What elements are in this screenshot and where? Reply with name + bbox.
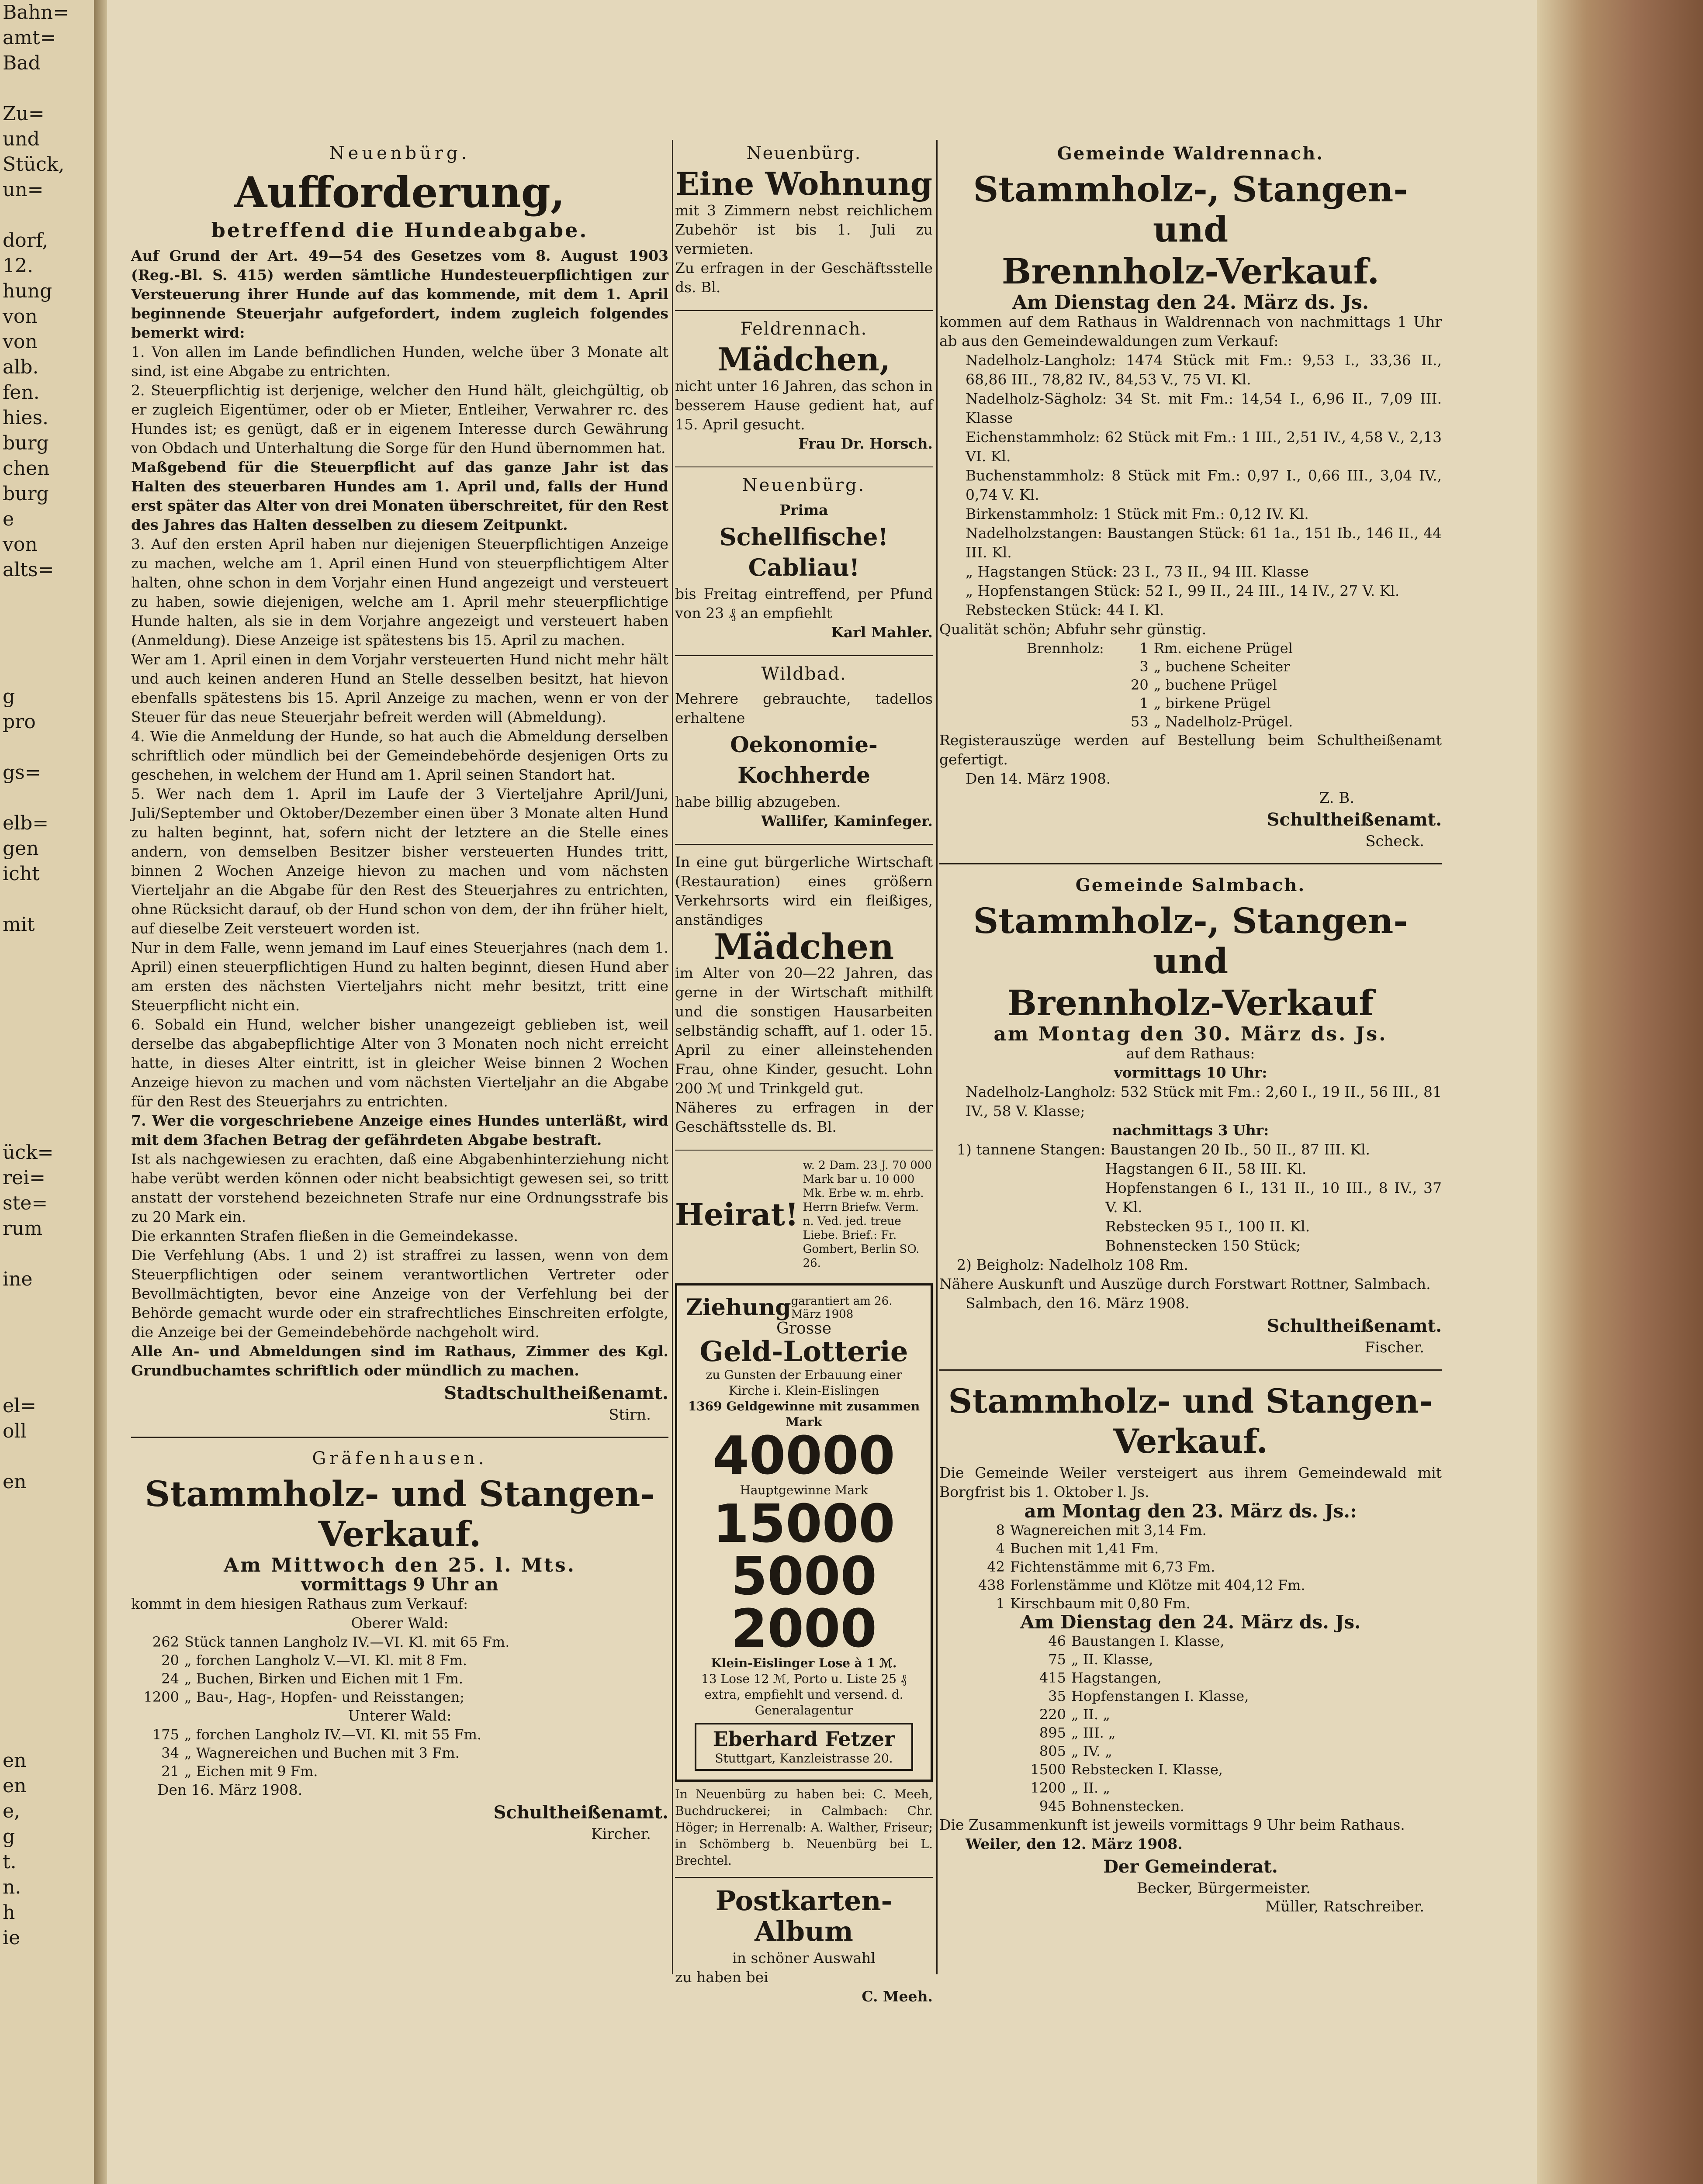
previous-page-fragment [0, 583, 94, 608]
previous-page-fragment: e [3, 508, 14, 530]
previous-page-fragment: Stück, [3, 153, 65, 176]
notice-para: 4. Wie die Anmeldung der Hunde, so hat auch die Abmeldung derselben schriftlich oder mündlich bei der Gemeindebehörde desjenigen Orts zu geschehen, in welchem der Hund am 1. April seinen Standort hat. [131, 728, 668, 783]
previous-page-fragment [0, 76, 94, 101]
previous-page-fragment: hung [3, 280, 52, 302]
notice-para: Alle An- und Abmeldungen sind im Rathaus, Zimmer des Kgl. Grundbuchamtes schriftlich oder mündlich zu machen. [131, 1343, 668, 1379]
place-name: Wildbad. [761, 664, 847, 684]
previous-page-fragment: g [3, 1825, 15, 1848]
previous-page-fragment: fen. [3, 381, 40, 404]
place-name: Gemeinde Salmbach. [1075, 875, 1306, 895]
notice-para: Nur in dem Falle, wenn jemand im Lauf eines Steuerjahres (nach dem 1. April) einen steuerpflichtigen Hund zu halten beginnt, diesen Hund aber am ersten des nächsten Vierteljahrs nicht mehr besitzt, tritt eine Steuerpflicht nicht ein. [131, 939, 668, 1014]
table-row: 34 „ Wagnereichen und Buchen mit 3 Fm. [161, 1745, 460, 1761]
previous-page-fragment [0, 633, 94, 659]
column-left [131, 140, 668, 1856]
previous-page-fragment [0, 1697, 94, 1723]
previous-page-fragment: pro [3, 711, 36, 733]
ad-postcard-album [675, 1886, 933, 2006]
previous-page-fragment: rum [3, 1217, 43, 1240]
signature-name: Fischer. [1364, 1339, 1424, 1356]
lottery-haupt: Hauptgewinne Mark [740, 1483, 868, 1497]
page-gutter [94, 0, 107, 2184]
notice-para: Die erkannten Strafen fließen in die Gemeindekasse. [131, 1227, 518, 1244]
place-name: Neuenbürg. [329, 143, 471, 163]
ad-title: Brennholz-Verkauf. [1001, 251, 1380, 292]
previous-page-fragment: el= [3, 1395, 36, 1417]
ad-title: Postkarten-Album [715, 1885, 893, 1947]
previous-page-fragment: dorf, [3, 229, 48, 252]
place-name: Neuenbürg. [746, 143, 862, 163]
timber-sale-weiler [939, 1381, 1442, 1915]
notice-para: 6. Sobald ein Hund, welcher bisher unangezeigt geblieben ist, weil derselbe das abgabepflichtige Alter von 3 Monaten noch nicht erreicht hatte, in dieses Alter eintritt, ist in gleicher Weise binnen 2 Wochen Anzeige hievon zu machen und vom nächsten Vierteljahr an die Abgabe für den Rest des Steuerjahrs zu entrichten. [131, 1016, 668, 1110]
previous-page-fragment [0, 1444, 94, 1469]
book-edge [1537, 0, 1703, 2184]
ad-text: w. 2 Dam. 23 J. 70 000 Mark bar u. 10 000 Mk. Erbe w. m. ehrb. Herrn Briefw. Verm. n. Ved. jed. treue Liebe. Brief.: Fr. Gombert, Berlin SO. 26. [803, 1159, 932, 1270]
column-middle [675, 140, 933, 2019]
previous-page-fragment: von [3, 331, 38, 353]
previous-page-fragment: Bad [3, 52, 41, 74]
table-row: 21 „ Eichen mit 9 Fm. [161, 1763, 318, 1780]
table-row: 262 Stück tannen Langholz IV.—VI. Kl. mit 65 Fm. [152, 1634, 510, 1650]
previous-page-fragment: h [3, 1901, 15, 1924]
section-heading: Unterer Wald: [348, 1707, 452, 1724]
notice-para: Die Verfehlung (Abs. 1 und 2) ist straffrei zu lassen, wenn von dem Steuerpflichtigen oder seinem verantwortlichen Vertreter oder Bevollmächtigten, bevor eine Anzeige von der Verfehlung bei der Behörde gemacht wurde oder ein strafrechtliches Einschreiten erfolgte, die Anzeige bei der Gemeindebehörde nachgeholt wird. [131, 1247, 668, 1341]
ad-text: In eine gut bürgerliche Wirtschaft (Restauration) eines größern Verkehrsorts wird ein fleißiges, anständiges [675, 854, 933, 928]
previous-page-fragment: t. [3, 1851, 17, 1873]
sale-date: Am Dienstag den 24. März ds. Js. [1020, 1611, 1361, 1633]
ad-text: mit 3 Zimmern nebst reichlichem Zubehör ist bis 1. Juli zu vermieten. [675, 202, 933, 257]
previous-page-fragment [0, 1039, 94, 1064]
previous-page-fragment: burg [3, 432, 49, 454]
divider [939, 863, 1442, 864]
table-row: 1500 Rebstecken I. Klasse, [1030, 1761, 1223, 1778]
previous-page-fragment: rei= [3, 1167, 46, 1189]
signature-name: Kircher. [591, 1825, 651, 1843]
timber-sale-graefenhausen [131, 1448, 668, 1843]
notice-para: Wer am 1. April einen in dem Vorjahr versteuerten Hund nicht mehr hält und auch keinen anderen Hund an Stelle desselben besitzt, hat hievon ebenfalls spätestens bis 15. April Anzeige zu machen, wenn er von der Steuer für das neue Steuerjahr befreit werden will (Abmeldung). [131, 651, 668, 726]
table-row: 42 Fichtenstämme mit 6,73 Fm. [987, 1559, 1215, 1575]
previous-page-fragment: alts= [3, 559, 54, 581]
previous-page-fragment [0, 203, 94, 228]
ad-marriage [675, 1158, 933, 1270]
notice-dog-tax [131, 143, 668, 1424]
previous-page-fragment: g [3, 685, 15, 708]
lot-item: Birkenstammholz: 1 Stück mit Fm.: 0,12 IV. Kl. [966, 505, 1309, 522]
sale-intro: Die Gemeinde Weiler versteigert aus ihrem Gemeindewald mit Borgfrist bis 1. Oktober l. Js. [939, 1464, 1442, 1500]
ad-signature: C. Meeh. [862, 1988, 933, 2005]
column-right [939, 140, 1442, 1928]
table-row: 24 „ Buchen, Birken und Eichen mit 1 Fm. [161, 1670, 464, 1687]
place-name: Gemeinde Waldrennach. [1057, 143, 1324, 164]
lot-item: Nadelholz-Langholz: 1474 Stück mit Fm.: 9,53 I., 33,36 II., 68,86 III., 78,82 IV., 84,53 V., 75 VI. Kl. [966, 352, 1442, 388]
divider [131, 1437, 668, 1438]
ad-text: im Alter von 20—22 Jahren, das gerne in der Wirtschaft mithilft und die sonstigen Hausarbeiten selbständig schafft, auf 1. oder 15. April zu einer alleinstehenden Frau, ohne Kinder, gesucht. Lohn 200 ℳ und Trinkgeld gut. [675, 964, 933, 1097]
previous-page-fragment: von [3, 305, 38, 328]
previous-page-fragment: oll [3, 1420, 27, 1442]
previous-page-fragment [0, 1621, 94, 1647]
dateline: Salmbach, den 16. März 1908. [966, 1295, 1190, 1312]
previous-page-fragment: icht [3, 863, 40, 885]
dateline: Den 14. März 1908. [966, 770, 1111, 787]
notice-subtitle: betreffend die Hundeabgabe. [211, 218, 588, 242]
table-row: 8 Wagnereichen mit 3,14 Fm. [996, 1522, 1207, 1538]
column-rule [936, 140, 938, 1974]
previous-page-edge [0, 0, 96, 2184]
signature: Schultheißenamt. [493, 1802, 668, 1823]
lottery-date: garantiert am 26. März 1908 [791, 1295, 893, 1321]
notice-para: 7. Wer die vorgeschriebene Anzeige eines Hundes unterläßt, wird mit dem 3fachen Betrag der gefährdeten Abgabe bestraft. [131, 1112, 668, 1148]
lottery-lose2: 13 Lose 12 ℳ, Porto u. Liste 25 ₰ extra, empfiehlt und versend. d. Generalagentur [701, 1672, 907, 1717]
lot-item: Hopfenstangen 6 I., 131 II., 10 III., 8 IV., 37 V. Kl. [1105, 1179, 1442, 1216]
lottery-ziehung: Ziehung [686, 1294, 791, 1321]
table-row: 53 „ Nadelholz-Prügel. [1131, 713, 1293, 730]
table-row: 415 Hagstangen, [1039, 1669, 1162, 1686]
previous-page-fragment [0, 988, 94, 1013]
ad-title: Stammholz-, Stangen- und [973, 169, 1408, 250]
previous-page-fragment [0, 1368, 94, 1393]
table-row: 1 Kirschbaum mit 0,80 Fm. [996, 1595, 1191, 1612]
lottery-count: 1369 [688, 1399, 722, 1413]
previous-page-fragment: ine [3, 1268, 33, 1290]
ad-title: Schellfische! Cabliau! [719, 523, 889, 581]
lots-table-c1 [966, 1521, 1311, 1613]
table-row: 4 Buchen mit 1,41 Fm. [996, 1540, 1159, 1557]
previous-page-fragment [0, 1571, 94, 1596]
table-row: 945 Bohnenstecken. [1039, 1798, 1184, 1814]
previous-page-fragment [0, 1241, 94, 1267]
ad-text: nicht unter 16 Jahren, das schon in besserem Hause gedient hat, auf 15. April gesucht. [675, 377, 933, 433]
ad-text: Mehrere gebrauchte, tadellos erhaltene [675, 690, 933, 726]
signature-zb: Z. B. [1319, 789, 1354, 807]
signature: Schultheißenamt. [1267, 809, 1442, 830]
table-row: 20 „ buchene Prügel [1131, 677, 1277, 693]
signature-name: Becker, Bürgermeister. [1136, 1880, 1311, 1897]
sale-intro: kommen auf dem Rathaus in Waldrennach von nachmittags 1 Uhr ab aus den Gemeindewaldungen zum Verkauf: [939, 313, 1442, 349]
ad-stoves [675, 664, 933, 831]
table-row: 1 „ birkene Prügel [1139, 695, 1271, 712]
notice-para: 5. Wer nach dem 1. April im Laufe der 3 Vierteljahre April/Juni, Juli/September und Oktober/Dezember einen über 3 Monate alten Hund zu halten beginnt, hat, sofern nicht der letztere an die Stelle eines andern, von demselben Besitzer bisher versteuerten Hundes tritt, binnen 2 Wochen Anzeige hievon zu machen und vom nächsten Vierteljahr an die Abgabe für den Rest des Steuerjahres zu entrichten, ohne Rücksicht darauf, ob der Hund schon von dem, der ihn früher hielt, auf dieselbe Zeit versteuert worden ist. [131, 785, 668, 937]
notice-title: Aufforderung, [234, 168, 565, 217]
previous-page-fragment [0, 963, 94, 988]
timber-sale-waldrennach [939, 143, 1442, 850]
notice-para: 3. Auf den ersten April haben nur diejenigen Steuerpflichtigen Anzeige zu machen, welche am 1. April einen Hund von steuerpflichtigem Alter halten, ohne schon in dem Vorjahr einen Hund angezeigt und versteuert zu haben, sowie diejenigen, welche am 1. April mehr steuerpflichtige Hunde halten, als sie in dem Vorjahre angezeigt und versteuert haben (Anmeldung). Diese Anzeige ist spätestens bis 15. April zu machen. [131, 536, 668, 649]
ad-fish [675, 475, 933, 642]
timber-sale-salmbach [939, 875, 1442, 1356]
sale-time: nachmittags 3 Uhr: [1112, 1122, 1269, 1139]
previous-page-fragment: gs= [3, 761, 41, 784]
divider [675, 310, 933, 311]
previous-page-fragment [0, 1545, 94, 1571]
notice-intro: Auf Grund der Art. 49—54 des Gesetzes vom 8. August 1903 (Reg.-Bl. S. 415) werden sämtliche Hundesteuerpflichtigen zur Versteuerung ihrer Hunde auf das kommende, mit dem 1. April beginnende Steuerjahr aufgefordert, indem zugleich folgendes bemerkt wird: [131, 247, 668, 341]
previous-page-fragment [0, 735, 94, 760]
ad-signature: Wallifer, Kaminfeger. [761, 812, 933, 829]
previous-page-fragment [0, 937, 94, 963]
previous-page-fragment [0, 1089, 94, 1115]
ad-title: Stammholz-, Stangen- und [973, 900, 1408, 981]
lot-item: Hagstangen 6 II., 58 III. Kl. [1105, 1160, 1307, 1177]
table-row: 46 Baustangen I. Klasse, [1048, 1633, 1225, 1649]
previous-page-fragment [0, 1013, 94, 1039]
table-row: 35 Hopfenstangen I. Klasse, [1048, 1688, 1249, 1704]
previous-page-fragment: Bahn= [3, 1, 69, 24]
sale-intro: kommt in dem hiesigen Rathaus zum Verkauf: [131, 1595, 468, 1612]
divider [675, 844, 933, 845]
ad-text: habe billig abzugeben. [675, 793, 841, 810]
ad-text: Näheres zu erfragen in der Geschäftsstelle ds. Bl. [675, 1099, 933, 1135]
notice-para: 2. Steuerpflichtig ist derjenige, welcher den Hund hält, gleichgültig, ob er zugleich Eigentümer, oder ob er Mieter, Entleiher, Verwahrer rc. des Hundes ist; es genügt, daß er in eigenem Interesse durch Gewährung von Obdach und Unterhaltung die Sorge für den Hund übernommen hat. [131, 382, 668, 456]
table-row: 75 „ II. Klasse, [1048, 1651, 1153, 1668]
lots-table-b [140, 1725, 487, 1780]
lottery-purpose: zu Gunsten der Erbauung einer Kirche i. Klein-Eislingen [706, 1368, 902, 1398]
previous-page-fragment: 12. [3, 255, 33, 277]
column-rule [672, 140, 673, 1974]
signature: Der Gemeinderat. [1103, 1856, 1278, 1877]
ad-title: Eine Wohnung [675, 165, 933, 202]
ad-text: in schöner Auswahl [732, 1949, 876, 1966]
previous-page-fragment [0, 1672, 94, 1697]
table-row: 895 „ III. „ [1039, 1724, 1116, 1741]
lottery-agent-address: Stuttgart, Kanzleistrasse 20. [715, 1751, 893, 1766]
lots-table-a [140, 1633, 515, 1706]
sale-time: vormittags 10 Uhr: [1114, 1064, 1267, 1081]
place-name: Feldrennach. [740, 319, 868, 339]
lottery-prize: 5000 [731, 1546, 877, 1607]
previous-page-fragment: n. [3, 1876, 21, 1898]
table-row: Brennholz: 1 Rm. eichene Prügel [1027, 640, 1293, 657]
previous-page-fragments [0, 0, 94, 1951]
lottery-agent: Eberhard Fetzer [713, 1727, 895, 1751]
previous-page-fragment [0, 1647, 94, 1672]
sale-location: auf dem Rathaus: [1126, 1045, 1255, 1062]
sale-date: Am Mittwoch den 25. l. Mts. [224, 1554, 576, 1576]
place-name: Gräfenhausen. [312, 1448, 488, 1469]
lot-item: Eichenstammholz: 62 Stück mit Fm.: 1 III., 2,51 IV., 4,58 V., 2,13 VI. Kl. [966, 429, 1442, 465]
lot-item: „ Hagstangen Stück: 23 I., 73 II., 94 III. Klasse [966, 563, 1309, 580]
divider [675, 1150, 933, 1151]
table-row: 1200 „ Bau-, Hag-, Hopfen- und Reisstangen; [143, 1689, 465, 1705]
ad-apartment [675, 143, 933, 297]
signature-name: Scheck. [1365, 833, 1424, 850]
lot-item: Rebstecken Stück: 44 I. Kl. [966, 601, 1164, 619]
ad-title: Mädchen, [717, 341, 891, 378]
lottery-header [686, 1294, 922, 1321]
lot-item: 1) tannene Stangen: Baustangen 20 Ib., 50 II., 87 III. Kl. [957, 1141, 1371, 1158]
dateline: Weiler, den 12. März 1908. [966, 1835, 1183, 1852]
previous-page-fragment [0, 659, 94, 684]
previous-page-fragment: gen [3, 837, 39, 860]
lottery-prize: 15000 [713, 1494, 895, 1555]
info-note: Nähere Auskunft und Auszüge durch Forstwart Rottner, Salmbach. [939, 1275, 1431, 1292]
signature: Stadtschultheißenamt. [444, 1383, 668, 1403]
previous-page-fragment [0, 1596, 94, 1621]
ad-signature: Frau Dr. Horsch. [798, 435, 933, 452]
ad-title: Stammholz- und Stangen-Verkauf. [145, 1473, 655, 1555]
lots-table-c2 [1027, 1632, 1254, 1815]
previous-page-fragment [0, 1292, 94, 1317]
lottery-total: 40000 [713, 1426, 895, 1486]
previous-page-fragment: en [3, 1775, 27, 1797]
previous-page-fragment: un= [3, 179, 44, 201]
sale-date: Am Dienstag den 24. März ds. Js. [1012, 291, 1369, 314]
table-row: 175 „ forchen Langholz IV.—VI. Kl. mit 55 Fm. [152, 1726, 482, 1743]
table-row: 438 Forlenstämme und Klötze mit 404,12 Fm. [978, 1577, 1305, 1593]
previous-page-fragment: amt= [3, 27, 56, 49]
lottery-count-text: Geldgewinne mit zusammen Mark [726, 1399, 920, 1429]
table-row: 20 „ forchen Langholz V.—VI. Kl. mit 8 Fm. [161, 1652, 467, 1669]
notice-para: Maßgebend für die Steuerpflicht auf das ganze Jahr ist das Halten des steuerbaren Hundes am 1. April und, falls der Hund erst später das Alter von drei Monaten überschreitet, für den Rest des Jahres das Halten desselben zu diesem Zeitpunkt. [131, 459, 668, 533]
lot-item: Rebstecken 95 I., 100 II. Kl. [1105, 1218, 1310, 1235]
lottery-title: Geld-Lotterie [699, 1335, 908, 1368]
ad-text: zu haben bei [675, 1969, 768, 1986]
ad-signature: Karl Mahler. [831, 624, 933, 641]
ad-text: Zu erfragen in der Geschäftsstelle ds. Bl. [675, 259, 933, 296]
previous-page-fragment [0, 785, 94, 811]
ad-pre: Prima [779, 501, 828, 518]
signature: Schultheißenamt. [1267, 1316, 1442, 1336]
previous-page-fragment [0, 1520, 94, 1545]
lot-item: Nadelholz-Langholz: 532 Stück mit Fm.: 2,60 I., 19 II., 56 III., 81 IV., 58 V. Klasse; [966, 1083, 1442, 1120]
ad-title: Oekonomie-Kochherde [730, 732, 878, 788]
previous-page-fragment [0, 887, 94, 912]
signature-name: Stirn. [609, 1406, 651, 1424]
sale-date: am Montag den 30. März ds. Js. [993, 1023, 1388, 1045]
lot-item: Buchenstammholz: 8 Stück mit Fm.: 0,97 I., 0,66 III., 3,04 IV., 0,74 V. Kl. [966, 467, 1442, 503]
lot-item: „ Hopfenstangen Stück: 52 I., 99 II., 24 III., 14 IV., 27 V. Kl. [966, 582, 1400, 599]
previous-page-fragment: alb. [3, 356, 39, 378]
previous-page-fragment: von [3, 533, 38, 556]
lot-item: Bohnenstecken 150 Stück; [1105, 1237, 1301, 1254]
sale-date: am Montag den 23. März ds. Js.: [1024, 1500, 1357, 1522]
ad-maid-feldrennach [675, 319, 933, 453]
divider [675, 1877, 933, 1878]
lot-item: Nadelholz-Sägholz: 34 St. mit Fm.: 14,54 I., 6,96 II., 7,09 III. Klasse [966, 390, 1442, 426]
meeting-note: Die Zusammenkunft ist jeweils vormittags 9 Uhr beim Rathaus. [939, 1816, 1405, 1833]
lottery-agent-box [695, 1723, 913, 1771]
notice-para: Ist als nachgewiesen zu erachten, daß eine Abgabenhinterziehung nicht habe verübt werden können oder nicht beabsichtigt gewesen sei, so tritt anstatt der vorstehend bezeichneten Strafe nur eine Ordnungsstrafe bis zu 20 Mark ein. [131, 1151, 668, 1225]
ad-title: Mädchen [713, 926, 894, 967]
register-note: Registerauszüge werden auf Bestellung beim Schultheißenamt gefertigt. [939, 732, 1442, 768]
notice-para: 1. Von allen im Lande befindlichen Hunden, welche über 3 Monate alt sind, ist eine Abgabe zu entrichten. [131, 343, 668, 380]
previous-page-fragment: e, [3, 1800, 21, 1822]
previous-page-fragment [0, 1723, 94, 1748]
previous-page-fragment: und [3, 128, 40, 150]
previous-page-fragment [0, 1317, 94, 1343]
previous-page-fragment: hies. [3, 407, 49, 429]
ad-title: Heirat! [675, 1196, 799, 1233]
previous-page-fragment: mit [3, 913, 35, 936]
signature-name: Müller, Ratschreiber. [1265, 1898, 1424, 1915]
previous-page-fragment: Zu= [3, 103, 45, 125]
ad-maid-inn [675, 853, 933, 1137]
previous-page-fragment: ie [3, 1927, 21, 1949]
previous-page-fragment [0, 608, 94, 633]
lot-item: Nadelholzstangen: Baustangen Stück: 61 1a., 151 Ib., 146 II., 44 III. Kl. [966, 525, 1442, 561]
lottery-ad [675, 1283, 933, 1782]
lottery-lose: Klein-Eislinger Lose à 1 ℳ. [711, 1656, 897, 1670]
previous-page-fragment: burg [3, 483, 49, 505]
section-heading: Oberer Wald: [351, 1614, 449, 1631]
lottery-prize: 2000 [731, 1599, 877, 1659]
table-row: 3 „ buchene Scheiter [1139, 658, 1290, 675]
previous-page-fragment [0, 1495, 94, 1520]
divider [675, 655, 933, 656]
previous-page-fragment: chen [3, 457, 50, 480]
table-row: 1200 „ II. „ [1030, 1780, 1110, 1796]
previous-page-fragment: elb= [3, 812, 49, 834]
table-row: 805 „ IV. „ [1039, 1743, 1112, 1759]
firewood-table [1027, 639, 1298, 731]
ad-title: Brennholz-Verkauf [1007, 982, 1374, 1023]
dateline: Den 16. März 1908. [157, 1781, 303, 1798]
sale-time: vormittags 9 Uhr an [301, 1574, 498, 1595]
previous-page-fragment [0, 1343, 94, 1368]
previous-page-fragment: ück= [3, 1141, 54, 1164]
previous-page-fragment [0, 1115, 94, 1140]
ad-text: In Neuenbürg zu haben bei: C. Meeh, Buchdruckerei; in Calmbach: Chr. Höger; in Herrenalb: A. Walther, Friseur; in Schömberg b. Neuenbürg bei L. Brechtel. [675, 1787, 933, 1868]
previous-page-fragment [0, 1064, 94, 1089]
previous-page-fragment: en [3, 1471, 27, 1493]
previous-page-fragment: en [3, 1749, 27, 1772]
place-name: Neuenbürg. [742, 475, 866, 495]
lottery-grosse: Grosse [776, 1320, 831, 1337]
ad-title: Stammholz- und Stangen-Verkauf. [948, 1382, 1433, 1461]
previous-page-fragment: ste= [3, 1192, 48, 1214]
table-row: 220 „ II. „ [1039, 1706, 1110, 1723]
lot-item: 2) Beigholz: Nadelholz 108 Rm. [957, 1256, 1188, 1273]
ad-text: bis Freitag eintreffend, per Pfund von 23 ₰ an empfiehlt [675, 585, 933, 622]
divider [939, 1369, 1442, 1371]
quality-note: Qualität schön; Abfuhr sehr günstig. [939, 621, 1207, 638]
